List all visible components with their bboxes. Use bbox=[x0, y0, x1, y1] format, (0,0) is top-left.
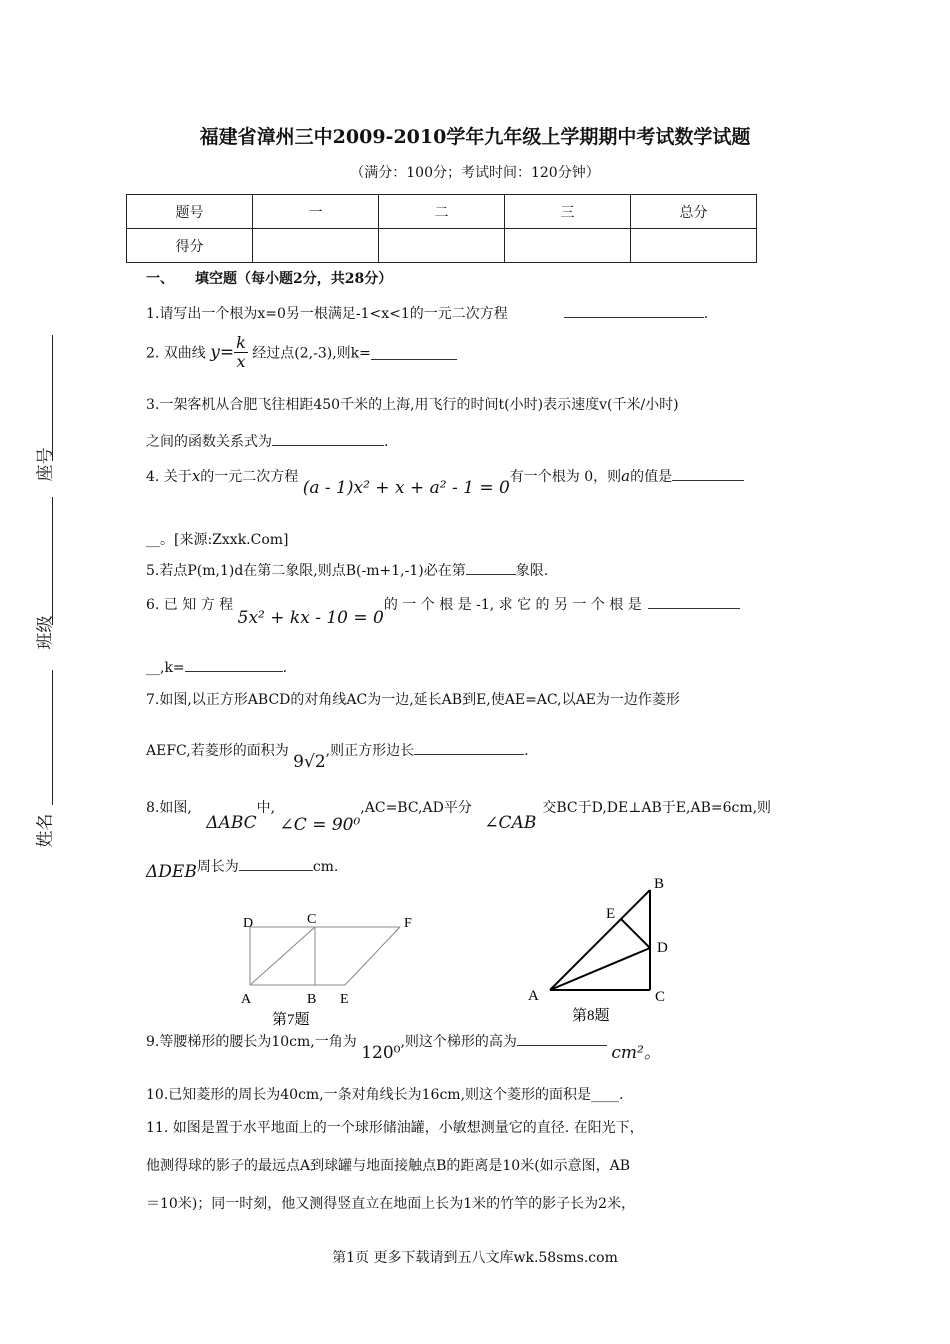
math-value: 9√2 bbox=[293, 752, 326, 772]
question-text: 1.请写出一个根为x=0另一根满足-1<x<1的一元二次方程 bbox=[146, 306, 508, 322]
answer-blank bbox=[517, 1031, 607, 1046]
section-heading: 一、 填空题（每小题2分，共28分） bbox=[146, 271, 393, 287]
question-11-line2: 他测得球的影子的最远点A到球罐与地面接触点B的距离是10米(如示意图，AB bbox=[146, 1158, 631, 1174]
question-text: 的值是 bbox=[630, 469, 673, 485]
figure-8-caption: 第8题 bbox=[572, 1008, 610, 1024]
figure-8 bbox=[520, 870, 680, 1025]
answer-blank bbox=[648, 594, 740, 609]
figure-8-lines bbox=[550, 890, 650, 990]
score-cell bbox=[379, 229, 505, 263]
answer-blank bbox=[239, 856, 313, 871]
math-op: = bbox=[219, 342, 235, 363]
question-lead: 6. 已 知 方 程 bbox=[146, 597, 234, 613]
score-cell bbox=[505, 229, 631, 263]
answer-blank bbox=[564, 303, 704, 318]
row-label-score: 得分 bbox=[127, 229, 253, 263]
question-7-line2 bbox=[146, 740, 529, 772]
question-1 bbox=[146, 303, 708, 323]
question-end: . bbox=[384, 434, 389, 450]
fraction-num: k bbox=[236, 333, 246, 352]
score-cell bbox=[253, 229, 379, 263]
name-label: 姓名 bbox=[35, 813, 56, 848]
equation: 5x² + kx - 10 = 0 bbox=[237, 608, 384, 628]
label-A: A bbox=[241, 992, 252, 1007]
question-11-line1: 11. 如图是置于水平地面上的一个球形储油罐，小敏想测量它的直径. 在阳光下， bbox=[146, 1120, 644, 1136]
question-text: 的 一 个 根 是 -1, 求 它 的 另 一 个 根 是 bbox=[383, 597, 642, 613]
question-end: . bbox=[282, 660, 288, 676]
question-text: 经过点(2,-3),则k= bbox=[252, 345, 371, 362]
math-angle: 120⁰ bbox=[361, 1043, 401, 1063]
answer-blank bbox=[672, 466, 744, 481]
margin-line bbox=[52, 497, 53, 625]
header-cell-part2: 二 bbox=[379, 195, 505, 229]
score-cell bbox=[631, 229, 757, 263]
answer-blank bbox=[371, 345, 457, 360]
question-text: ,则这个梯形的高为 bbox=[400, 1034, 517, 1050]
exam-info: （满分：100分；考试时间：120分钟） bbox=[350, 165, 600, 181]
label-B: B bbox=[307, 992, 317, 1007]
figure-7 bbox=[230, 905, 430, 1030]
question-8 bbox=[146, 797, 772, 835]
class-label: 班级 bbox=[35, 615, 56, 650]
label-C: C bbox=[307, 912, 317, 927]
label-B: B bbox=[654, 876, 665, 892]
question-3-line1: 3.一架客机从合肥飞往相距450千米的上海,用飞行的时间t(小时)表示速度v(千米/小时) bbox=[146, 397, 679, 413]
answer-blank bbox=[414, 740, 524, 755]
question-end: . bbox=[524, 743, 529, 759]
margin-line bbox=[52, 335, 53, 461]
question-text: 9.等腰梯形的腰长为10cm,一角为 bbox=[146, 1034, 357, 1050]
table-row bbox=[127, 195, 757, 229]
question-text: AEFC,若菱形的面积为 bbox=[146, 743, 289, 759]
header-cell-part3: 三 bbox=[505, 195, 631, 229]
question-7-line1: 7.如图,以正方形ABCD的对角线AC为一边,延长AB到E,使AE=AC,以AE为一边作菱形 bbox=[146, 692, 680, 708]
math-triangle: ΔABC bbox=[206, 813, 257, 833]
question-text: 之间的函数关系式为 bbox=[146, 434, 272, 450]
header-cell-total: 总分 bbox=[631, 195, 757, 229]
question-9 bbox=[146, 1026, 661, 1063]
question-text: 5.若点P(m,1)d在第二象限,则点B(-m+1,-1)必在第 bbox=[146, 563, 466, 579]
question-5 bbox=[146, 560, 548, 580]
fraction-den: x bbox=[236, 352, 246, 371]
question-lead: 8.如图, bbox=[146, 800, 192, 816]
question-lead: 2. 双曲线 bbox=[146, 345, 206, 362]
page-title: 福建省漳州三中2009-2010学年九年级上学期期中考试数学试题 bbox=[199, 126, 751, 148]
math-var: a bbox=[621, 467, 631, 485]
header-cell-part1: 一 bbox=[253, 195, 379, 229]
question-11-line3: ＝10米)；同一时刻，他又测得竖直立在地面上长为1米的竹竿的影子长为2米， bbox=[146, 1196, 636, 1212]
question-text: ,AC=BC,AD平分 bbox=[360, 800, 472, 816]
label-F: F bbox=[404, 916, 412, 931]
question-text: 的一元二次方程 bbox=[200, 469, 299, 485]
figure-7-caption: 第7题 bbox=[272, 1012, 310, 1028]
question-lead: 4. 关于 bbox=[146, 469, 192, 485]
unit-text: cm²。 bbox=[611, 1043, 661, 1063]
math-var: y bbox=[210, 342, 220, 363]
header-cell-question: 题号 bbox=[127, 195, 253, 229]
question-4-line2: __。[来源:Zxxk.Com] bbox=[146, 532, 289, 548]
unit-text: cm. bbox=[312, 859, 339, 875]
margin-line bbox=[52, 670, 53, 805]
score-table bbox=[126, 194, 757, 263]
label-D: D bbox=[243, 916, 254, 931]
question-text: 有一个根为 0，则 bbox=[509, 469, 622, 485]
label-D: D bbox=[657, 940, 668, 956]
question-2 bbox=[146, 334, 457, 371]
table-row bbox=[127, 229, 757, 263]
equation: (a - 1)x² + x + a² - 1 = 0 bbox=[302, 478, 510, 498]
page-footer: 第1页 更多下载请到五八文库wk.58sms.com bbox=[332, 1250, 618, 1266]
label-E: E bbox=[340, 992, 349, 1007]
answer-blank bbox=[466, 560, 516, 575]
question-text: ,则正方形边长 bbox=[325, 743, 415, 759]
question-text: 周长为 bbox=[196, 859, 239, 875]
question-6-line2 bbox=[146, 657, 287, 676]
label-C: C bbox=[655, 989, 666, 1005]
question-text: __,k= bbox=[146, 660, 185, 676]
label-E: E bbox=[606, 906, 616, 922]
question-end: 象限. bbox=[515, 563, 549, 579]
question-text: 中, bbox=[256, 800, 276, 816]
question-text: 交BC于D,DE⊥AB于E,AB=6cm,则 bbox=[542, 800, 772, 816]
figure-7-lines bbox=[250, 927, 400, 985]
question-8-line2 bbox=[146, 856, 339, 882]
question-3-line2 bbox=[146, 431, 388, 451]
question-10: 10.已知菱形的周长为40cm,一条对角线长为16cm,则这个菱形的面积是____. bbox=[146, 1087, 624, 1103]
math-angle: ∠C = 90⁰ bbox=[279, 815, 361, 835]
math-angle: ∠CAB bbox=[484, 813, 537, 833]
label-A: A bbox=[528, 988, 539, 1004]
math-triangle: ΔDEB bbox=[146, 862, 197, 882]
question-6 bbox=[146, 594, 740, 628]
question-4 bbox=[146, 466, 744, 498]
question-end: . bbox=[703, 306, 709, 322]
answer-blank bbox=[185, 657, 283, 672]
math-var: x bbox=[191, 467, 201, 485]
seat-label: 座号 bbox=[35, 447, 56, 482]
answer-blank bbox=[272, 431, 384, 446]
fraction bbox=[234, 334, 248, 371]
